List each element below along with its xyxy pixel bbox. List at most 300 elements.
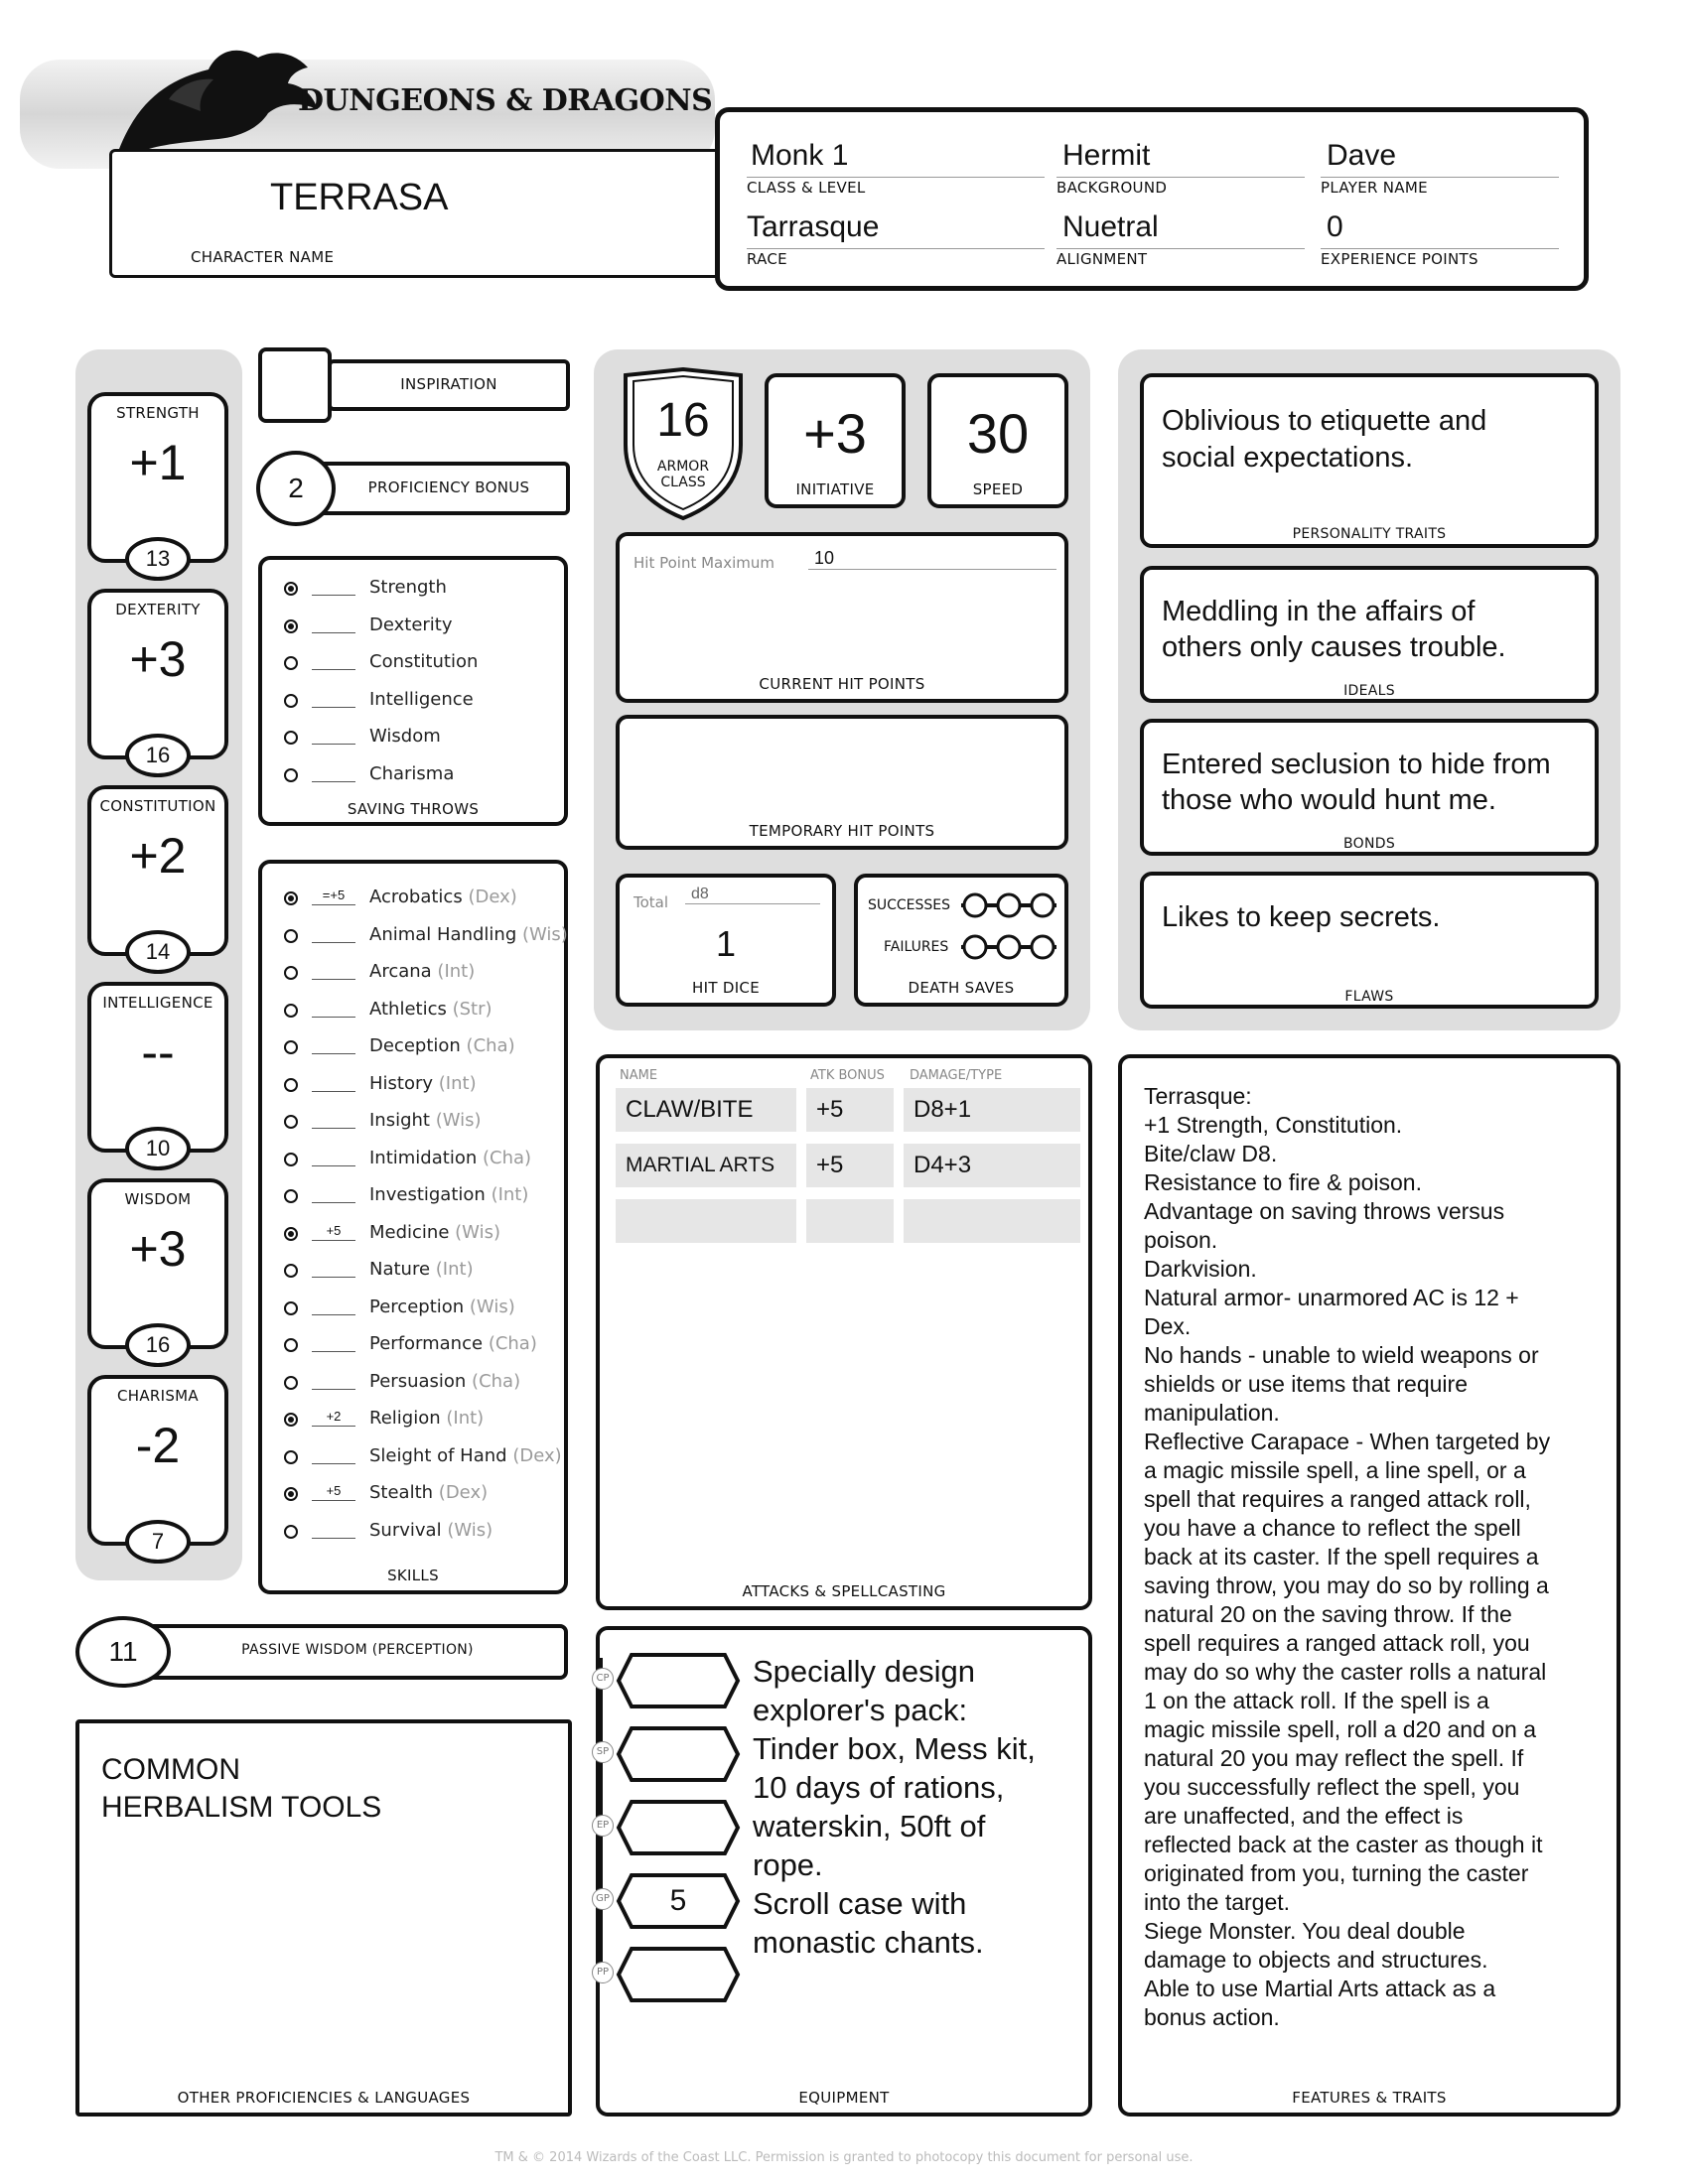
attack-name-cell[interactable]: CLAW/BITE <box>616 1088 796 1132</box>
current-hp-label: CURRENT HIT POINTS <box>759 675 925 693</box>
coin-frame-icon <box>616 1799 741 1856</box>
features-line: Able to use Martial Arts attack as a <box>1144 1976 1496 2001</box>
saving-throws-box <box>258 556 568 826</box>
proficiency-bubble[interactable] <box>284 1338 298 1352</box>
character-name-label: CHARACTER NAME <box>191 248 335 266</box>
features-line: saving throw, you may do so by rolling a <box>1144 1572 1549 1598</box>
skill-name <box>369 961 475 982</box>
saving-throw-mod[interactable] <box>312 725 355 745</box>
skill-name <box>369 999 492 1020</box>
bonds-box <box>1140 719 1599 856</box>
saving-throws-title: SAVING THROWS <box>347 800 480 818</box>
features-line: you successfully reflect the spell, you <box>1144 1774 1520 1800</box>
skill-name <box>369 1184 528 1205</box>
skill-ability: (Int) <box>437 961 476 982</box>
proficiency-bubble[interactable] <box>284 966 298 980</box>
skill-mod[interactable] <box>312 1296 355 1315</box>
attack-damage-cell[interactable]: D4+3 <box>904 1144 1080 1187</box>
other-proficiencies-box <box>75 1719 572 2116</box>
skill-mod[interactable] <box>312 1109 355 1129</box>
skill-row <box>284 1105 572 1139</box>
skill-name <box>369 1148 531 1168</box>
proficiency-bubble[interactable] <box>284 1115 298 1129</box>
saving-throw-mod[interactable] <box>312 614 355 633</box>
proficiency-bubble[interactable] <box>284 1450 298 1464</box>
ability-modifier[interactable]: -- <box>141 1024 175 1080</box>
coin-ep[interactable] <box>616 1799 741 1856</box>
skill-mod[interactable]: +5 <box>312 1481 355 1501</box>
personality-traits-label: PERSONALITY TRAITS <box>1292 526 1447 542</box>
proficiency-bubble[interactable] <box>284 1078 298 1092</box>
features-line: Resistance to fire & poison. <box>1144 1169 1422 1195</box>
equipment-line: Tinder box, Mess kit, <box>753 1731 1036 1766</box>
equipment-line: Scroll case with <box>753 1886 967 1921</box>
ability-intelligence <box>87 982 228 1160</box>
saving-throw-name: Constitution <box>369 651 479 672</box>
skill-label: Stealth <box>369 1482 434 1503</box>
proficiency-bubble[interactable] <box>284 1376 298 1390</box>
skill-row <box>284 994 572 1027</box>
skill-mod[interactable] <box>312 923 355 943</box>
coin-label: PP <box>592 1962 614 1983</box>
features-traits-box <box>1118 1054 1620 2116</box>
speed-label: SPEED <box>972 480 1024 498</box>
skill-name <box>369 1445 562 1466</box>
coin-frame-icon <box>616 1725 741 1783</box>
skill-name <box>369 1371 520 1392</box>
current-hit-points-box <box>616 532 1068 703</box>
skill-ability: (Str) <box>452 999 492 1020</box>
race-line <box>747 248 1045 249</box>
proficiency-bubble[interactable] <box>284 731 298 745</box>
skill-label: Medicine <box>369 1222 450 1243</box>
proficiency-bubble[interactable] <box>284 891 298 905</box>
death-saves-box <box>854 874 1068 1007</box>
skill-name <box>369 1259 474 1280</box>
attack-damage-cell[interactable]: D8+1 <box>904 1088 1080 1132</box>
proficiency-bubble[interactable] <box>284 1301 298 1315</box>
skills-box <box>258 860 568 1594</box>
skill-ability: (Int) <box>491 1184 529 1205</box>
skill-row <box>284 1328 572 1362</box>
flaws-box <box>1140 872 1599 1009</box>
initiative-label: INITIATIVE <box>795 480 875 498</box>
skill-name <box>369 924 568 945</box>
saving-throw-row <box>284 758 572 792</box>
ability-modifier[interactable]: -2 <box>135 1418 181 1473</box>
failures-bubbles[interactable] <box>961 933 1060 961</box>
skill-label: Nature <box>369 1259 431 1280</box>
footer-legal: TM & © 2014 Wizards of the Coast LLC. Permission is granted to photocopy this document for personal use. <box>494 2150 1194 2165</box>
skill-label: Animal Handling <box>369 924 517 945</box>
coin-frame-icon <box>616 1652 741 1709</box>
skill-row <box>284 1515 572 1549</box>
skill-ability: (Wis) <box>455 1222 500 1243</box>
skill-name <box>369 1333 537 1354</box>
hit-dice-total-label: Total <box>633 893 669 911</box>
skill-ability: (Wis) <box>521 924 568 945</box>
bonds-label: BONDS <box>1342 836 1396 852</box>
skill-mod[interactable] <box>312 1147 355 1166</box>
experience-points-value[interactable]: 0 <box>1327 210 1343 243</box>
skill-mod[interactable] <box>312 1183 355 1203</box>
features-line: spell that requires a ranged attack roll, <box>1144 1486 1531 1512</box>
ability-strength <box>87 392 228 571</box>
skill-mod[interactable] <box>312 1258 355 1278</box>
coin-frame-icon <box>616 1946 741 2003</box>
experience-points-label: EXPERIENCE POINTS <box>1321 250 1478 268</box>
background-line <box>1056 177 1305 178</box>
features-line: you have a chance to reflect the spell <box>1144 1515 1521 1541</box>
proficiency-bubble[interactable] <box>284 929 298 943</box>
player-name-value[interactable]: Dave <box>1327 139 1397 172</box>
ability-modifier[interactable]: +2 <box>129 828 187 884</box>
skill-mod[interactable] <box>312 1370 355 1390</box>
skill-ability: (Cha) <box>488 1333 537 1354</box>
experience-points-line <box>1321 248 1559 249</box>
background-value[interactable]: Hermit <box>1062 139 1151 172</box>
features-line: reflected back at the caster as though it <box>1144 1832 1543 1857</box>
passive-wisdom-value[interactable]: 11 <box>75 1616 171 1688</box>
proficiency-bonus-label: PROFICIENCY BONUS <box>367 478 530 496</box>
skill-ability: (Int) <box>446 1408 485 1429</box>
attacks-title: ATTACKS & SPELLCASTING <box>742 1582 946 1600</box>
coin-pp[interactable] <box>616 1946 741 2003</box>
alignment-label: ALIGNMENT <box>1056 250 1148 268</box>
skill-mod[interactable] <box>312 1332 355 1352</box>
proficiency-bubble[interactable] <box>284 619 298 633</box>
skill-mod[interactable] <box>312 998 355 1018</box>
hp-max-label: Hit Point Maximum <box>633 554 775 572</box>
proficiencies-line-1[interactable]: COMMON <box>101 1753 240 1786</box>
coin-cp[interactable] <box>616 1652 741 1709</box>
saving-throw-name: Strength <box>369 577 447 598</box>
ability-score[interactable]: 14 <box>125 930 191 974</box>
alignment-value[interactable]: Nuetral <box>1062 210 1159 243</box>
features-line: spell requires a ranged attack roll, you <box>1144 1630 1530 1656</box>
proficiencies-line-2[interactable]: HERBALISM TOOLS <box>101 1791 382 1824</box>
saving-throw-name: Intelligence <box>369 689 474 710</box>
features-line: Terrasque: <box>1144 1083 1252 1109</box>
skill-mod[interactable]: +5 <box>312 1221 355 1241</box>
ability-name: CONSTITUTION <box>99 797 216 815</box>
inspiration-checkbox[interactable] <box>258 347 332 423</box>
skill-mod[interactable] <box>312 960 355 980</box>
successes-label: SUCCESSES <box>868 897 951 913</box>
other-proficiencies-title: OTHER PROFICIENCIES & LANGUAGES <box>177 2089 471 2107</box>
features-line: are unaffected, and the effect is <box>1144 1803 1464 1829</box>
flaws-text[interactable] <box>1162 899 1440 935</box>
skill-row <box>284 919 572 953</box>
skill-mod[interactable]: =+5 <box>312 886 355 905</box>
ability-dexterity <box>87 589 228 767</box>
saving-throw-mod[interactable] <box>312 576 355 596</box>
skill-ability: (Wis) <box>447 1520 493 1541</box>
attack-header-damage: DAMAGE/TYPE <box>910 1068 1003 1083</box>
race-value[interactable]: Tarrasque <box>747 210 880 243</box>
skill-label: Acrobatics <box>369 887 463 907</box>
speed-value[interactable]: 30 <box>966 402 1030 465</box>
skill-label: Performance <box>369 1333 484 1354</box>
proficiency-bubble[interactable] <box>284 694 298 708</box>
features-line: into the target. <box>1144 1889 1291 1915</box>
proficiency-bubble[interactable] <box>284 768 298 782</box>
ability-score[interactable]: 13 <box>125 537 191 581</box>
skills-title: SKILLS <box>387 1567 439 1584</box>
features-line: Advantage on saving throws versus <box>1144 1198 1505 1224</box>
skill-label: Arcana <box>369 961 432 982</box>
skill-name <box>369 1297 515 1317</box>
temp-hp-label: TEMPORARY HIT POINTS <box>749 822 935 840</box>
skill-mod[interactable] <box>312 1034 355 1054</box>
skill-mod[interactable]: +2 <box>312 1407 355 1427</box>
attacks-spellcasting-box <box>596 1054 1092 1610</box>
skill-row <box>284 1030 572 1064</box>
proficiency-bubble[interactable] <box>284 1189 298 1203</box>
saving-throw-row <box>284 572 572 606</box>
skill-row <box>284 1403 572 1436</box>
proficiency-bubble[interactable] <box>284 1004 298 1018</box>
skill-ability: (Int) <box>438 1073 477 1094</box>
coin-label: CP <box>592 1668 614 1690</box>
features-line: Darkvision. <box>1144 1256 1257 1282</box>
player-name-line <box>1321 177 1559 178</box>
skill-ability: (Cha) <box>472 1371 521 1392</box>
skill-ability: (Cha) <box>482 1148 532 1168</box>
race-label: RACE <box>747 250 787 268</box>
features-line: manipulation. <box>1144 1400 1280 1426</box>
proficiency-bonus-value[interactable]: 2 <box>256 451 336 526</box>
proficiency-bubble[interactable] <box>284 1525 298 1539</box>
inspiration-label: INSPIRATION <box>400 375 497 393</box>
ability-name: DEXTERITY <box>115 601 201 618</box>
proficiency-bubble[interactable] <box>284 582 298 596</box>
skill-row <box>284 1068 572 1102</box>
features-line: 1 on the attack roll. If the spell is a <box>1144 1688 1489 1713</box>
coin-sp[interactable] <box>616 1725 741 1783</box>
coin-gp[interactable] <box>616 1872 741 1930</box>
features-line: Dex. <box>1144 1313 1192 1339</box>
personality-traits-line: Oblivious to etiquette and <box>1162 405 1487 437</box>
ability-score[interactable]: 10 <box>125 1127 191 1170</box>
ideals-line: others only causes trouble. <box>1162 631 1506 663</box>
skill-row <box>284 1217 572 1251</box>
proficiency-bubble[interactable] <box>284 1227 298 1241</box>
bonds-text[interactable] <box>1162 747 1551 818</box>
proficiency-bubble[interactable] <box>284 1487 298 1501</box>
successes-bubbles[interactable] <box>961 891 1060 919</box>
skill-label: Insight <box>369 1110 430 1131</box>
skill-name <box>369 1073 477 1094</box>
attack-header-name: NAME <box>620 1068 658 1083</box>
skill-row <box>284 1477 572 1511</box>
skill-label: Sleight of Hand <box>369 1445 507 1466</box>
skill-row <box>284 956 572 990</box>
coin-value[interactable]: 5 <box>669 1884 687 1917</box>
death-saves-label: DEATH SAVES <box>908 979 1015 997</box>
skill-row <box>284 1254 572 1288</box>
ability-name: WISDOM <box>124 1190 192 1208</box>
skill-name <box>369 1035 515 1056</box>
skill-label: Perception <box>369 1297 465 1317</box>
background-label: BACKGROUND <box>1056 179 1168 197</box>
skill-mod[interactable] <box>312 1444 355 1464</box>
skill-mod[interactable] <box>312 1519 355 1539</box>
class-level-value[interactable]: Monk 1 <box>751 139 849 172</box>
equipment-title: EQUIPMENT <box>798 2089 890 2107</box>
attack-header-bonus: ATK BONUS <box>810 1068 885 1083</box>
features-line: natural 20 on the saving throw. If the <box>1144 1601 1512 1627</box>
saving-throw-row <box>284 610 572 643</box>
skill-name <box>369 1110 482 1131</box>
ability-name: INTELLIGENCE <box>102 994 213 1012</box>
features-line: Siege Monster. You deal double <box>1144 1918 1466 1944</box>
ability-score[interactable]: 7 <box>125 1520 191 1564</box>
attack-bonus-cell[interactable] <box>806 1199 894 1243</box>
features-line: +1 Strength, Constitution. <box>1144 1112 1403 1138</box>
class-level-label: CLASS & LEVEL <box>747 179 866 197</box>
personality-traits-text[interactable] <box>1162 403 1486 477</box>
hp-max-value[interactable]: 10 <box>808 548 1056 570</box>
hit-dice-label: HIT DICE <box>692 979 760 997</box>
ideals-label: IDEALS <box>1343 683 1395 699</box>
proficiency-bubble[interactable] <box>284 1153 298 1166</box>
ability-modifier[interactable]: +1 <box>129 435 187 490</box>
skill-name <box>369 1408 484 1429</box>
skill-ability: (Dex) <box>438 1482 489 1503</box>
dragon-logo-icon <box>109 40 328 159</box>
flaws-label: FLAWS <box>1344 989 1394 1005</box>
initiative-value[interactable]: +3 <box>803 402 867 465</box>
equipment-text[interactable] <box>753 1652 1080 1962</box>
features-line: poison. <box>1144 1227 1218 1253</box>
bonds-line: those who would hunt me. <box>1162 784 1496 816</box>
ideals-text[interactable] <box>1162 594 1506 665</box>
features-line: No hands - unable to wield weapons or <box>1144 1342 1539 1368</box>
skill-label: Deception <box>369 1035 461 1056</box>
equipment-line: monastic chants. <box>753 1925 984 1960</box>
attack-name-cell[interactable]: MARTIAL ARTS <box>616 1144 796 1187</box>
attack-bonus-cell[interactable]: +5 <box>806 1088 894 1132</box>
saving-throw-row <box>284 721 572 754</box>
skill-row <box>284 1143 572 1176</box>
features-line: shields or use items that require <box>1144 1371 1468 1397</box>
ability-name: STRENGTH <box>116 404 200 422</box>
skill-name <box>369 887 517 907</box>
hit-dice-box <box>616 874 836 1007</box>
features-line: Reflective Carapace - When targeted by <box>1144 1429 1551 1454</box>
ability-charisma <box>87 1375 228 1554</box>
temporary-hit-points-box <box>616 715 1068 850</box>
features-line: natural 20 you may reflect the spell. If <box>1144 1745 1524 1771</box>
saving-throw-name: Wisdom <box>369 726 441 747</box>
features-line: magic missile spell, roll a d20 and on a <box>1144 1716 1537 1742</box>
alignment-line <box>1056 248 1305 249</box>
equipment-line: waterskin, 50ft of <box>753 1809 986 1843</box>
proficiency-bubble[interactable] <box>284 1040 298 1054</box>
hit-dice-value[interactable]: 1 <box>715 923 737 964</box>
ideals-box <box>1140 566 1599 703</box>
ability-modifier[interactable]: +3 <box>129 631 187 687</box>
features-line: Natural armor- unarmored AC is 12 + <box>1144 1285 1519 1310</box>
hit-dice-total-value[interactable]: d8 <box>685 886 820 904</box>
saving-throw-mod[interactable] <box>312 762 355 782</box>
equipment-line: Specially design <box>753 1654 976 1689</box>
class-level-line <box>747 177 1045 178</box>
skill-label: Investigation <box>369 1184 486 1205</box>
skill-mod[interactable] <box>312 1072 355 1092</box>
character-name-value[interactable]: TERRASA <box>270 177 449 218</box>
attack-damage-cell[interactable] <box>904 1199 1080 1243</box>
features-text[interactable] <box>1144 1082 1611 2032</box>
saving-throw-row <box>284 684 572 718</box>
personality-traits-box <box>1140 373 1599 548</box>
ability-score[interactable]: 16 <box>125 1323 191 1367</box>
skill-name <box>369 1482 488 1503</box>
skill-name <box>369 1520 492 1541</box>
features-title: FEATURES & TRAITS <box>1292 2089 1447 2107</box>
features-line: a magic missile spell, a line spell, or a <box>1144 1457 1526 1483</box>
skill-label: Survival <box>369 1520 442 1541</box>
skill-ability: (Dex) <box>512 1445 562 1466</box>
skill-ability: (Cha) <box>466 1035 515 1056</box>
armor-class-label: ARMOR CLASS <box>656 459 710 490</box>
ability-name: CHARISMA <box>117 1387 199 1405</box>
coin-label: SP <box>592 1741 614 1763</box>
skill-label: History <box>369 1073 434 1094</box>
features-line: bonus action. <box>1144 2004 1280 2030</box>
skill-label: Religion <box>369 1408 441 1429</box>
coin-label: EP <box>592 1815 614 1837</box>
saving-throw-name: Dexterity <box>369 614 453 635</box>
armor-class-value[interactable]: 16 <box>656 394 710 447</box>
features-line: may do so why the caster rolls a natural <box>1144 1659 1547 1685</box>
equipment-line: rope. <box>753 1847 823 1882</box>
coin-label: GP <box>592 1888 614 1910</box>
attack-name-cell[interactable] <box>616 1199 796 1243</box>
skill-ability: (Wis) <box>469 1297 515 1317</box>
passive-wisdom-label: PASSIVE WISDOM (PERCEPTION) <box>241 1642 474 1658</box>
skill-row <box>284 1179 572 1213</box>
saving-throw-mod[interactable] <box>312 688 355 708</box>
saving-throw-mod[interactable] <box>312 650 355 670</box>
ability-score[interactable]: 16 <box>125 734 191 777</box>
saving-throw-name: Charisma <box>369 763 455 784</box>
features-line: damage to objects and structures. <box>1144 1947 1488 1973</box>
proficiency-bubble[interactable] <box>284 1413 298 1427</box>
skill-ability: (Dex) <box>468 887 517 907</box>
proficiency-bubble[interactable] <box>284 1264 298 1278</box>
flaws-line: Likes to keep secrets. <box>1162 901 1441 933</box>
ability-modifier[interactable]: +3 <box>129 1221 187 1277</box>
skill-ability: (Int) <box>435 1259 474 1280</box>
speed-box <box>927 373 1068 508</box>
failures-label: FAILURES <box>884 939 949 955</box>
skill-row <box>284 1292 572 1325</box>
skill-row <box>284 1366 572 1400</box>
personality-traits-line: social expectations. <box>1162 442 1414 474</box>
features-line: back at its caster. If the spell requires a <box>1144 1544 1539 1570</box>
ability-constitution <box>87 785 228 964</box>
player-name-label: PLAYER NAME <box>1321 179 1428 197</box>
skill-ability: (Wis) <box>435 1110 482 1131</box>
attack-bonus-cell[interactable]: +5 <box>806 1144 894 1187</box>
equipment-line: explorer's pack: <box>753 1693 968 1727</box>
skill-name <box>369 1222 500 1243</box>
proficiency-bubble[interactable] <box>284 656 298 670</box>
saving-throw-row <box>284 646 572 680</box>
skill-label: Athletics <box>369 999 447 1020</box>
